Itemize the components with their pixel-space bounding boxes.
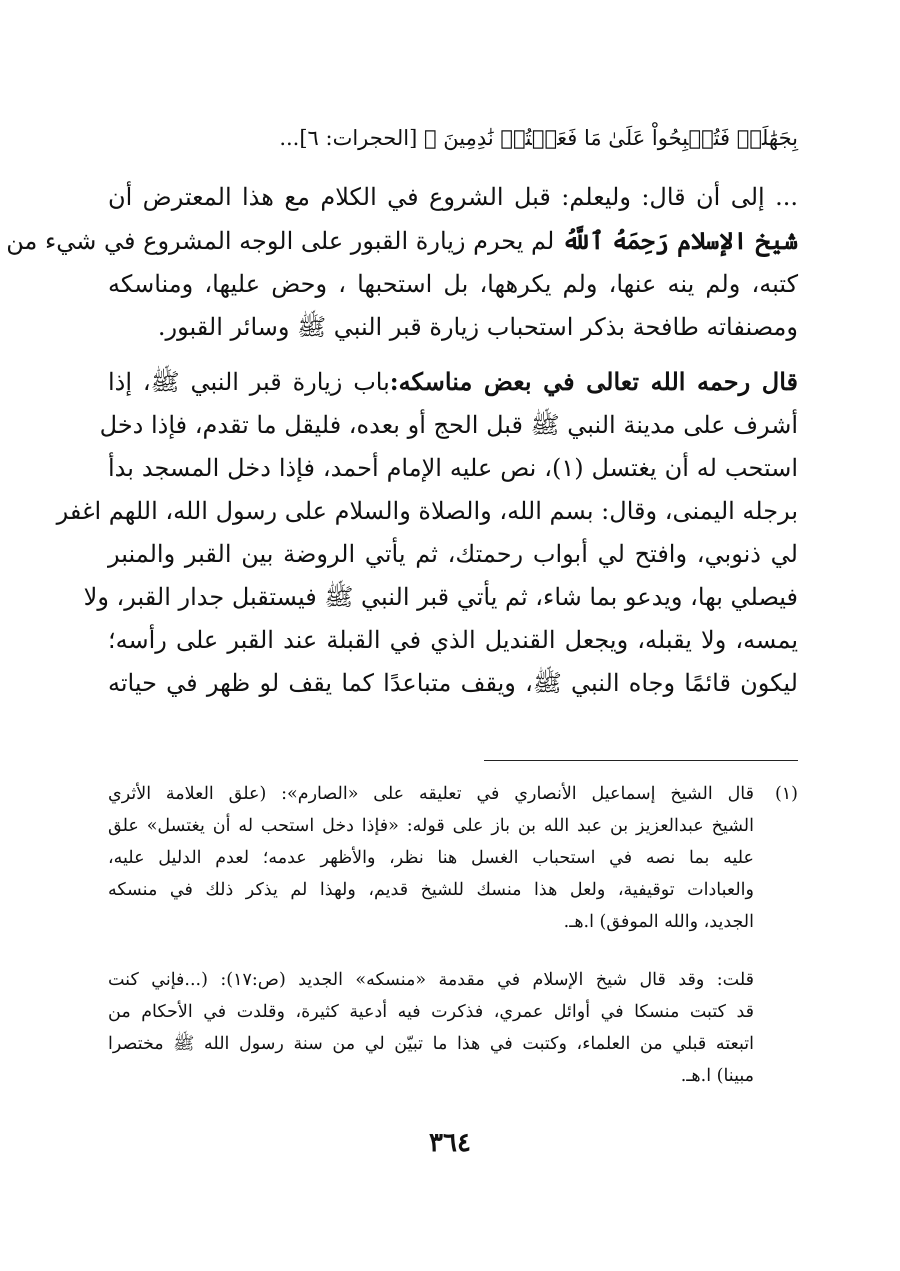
footnote-line: اتبعته قبلي من العلماء، وكتبت في هذا ما تبيّن لي من سنة رسول الله ﷺ مختصرا bbox=[108, 1034, 754, 1054]
verse-line: بِجَهَٰلَةٖ فَتُصۡبِحُواْ عَلَىٰ مَا فَعَلۡتُمۡ نَٰدِمِينَ ﴾ [الحجرات: ٦]... bbox=[279, 126, 798, 150]
footnote-line: الشيخ عبدالعزيز بن عبد الله بن باز على قوله: «فإذا دخل استحب له أن يغتسل» علق bbox=[108, 816, 754, 836]
footnote-divider bbox=[484, 760, 798, 761]
paragraph-line: ليكون قائمًا وجاه النبي ﷺ، ويقف متباعدًا كما يقف لو ظهر في حياته bbox=[108, 669, 798, 697]
shaykh-label: شيخ الإسلام رَحِمَهُ ٱللَّهُ bbox=[561, 226, 798, 255]
footnote-line: الجديد، والله الموفق) ا.هـ. bbox=[563, 912, 754, 932]
footnote-1 bbox=[108, 778, 798, 938]
footnote-line: عليه بما نصه في استحباب الغسل هنا نظر، والأظهر عدمه؛ لعدم الدليل عليه، bbox=[108, 848, 754, 868]
footnote-line: قد كتبت منسكا في أوائل عمري، فذكرت فيه أدعية كثيرة، وقلدت في الأحكام من bbox=[108, 1002, 754, 1022]
footnote-line: قلت: وقد قال شيخ الإسلام في مقدمة «منسكه» الجديد (ص:١٧): (...فإني كنت bbox=[108, 970, 754, 990]
paragraph-line: كتبه، ولم ينه عنها، ولم يكرهها، بل استحبها ، وحض عليها، ومناسكه bbox=[108, 270, 798, 298]
paragraph-line: ومصنفاته طافحة بذكر استحباب زيارة قبر النبي ﷺ وسائر القبور. bbox=[157, 313, 798, 341]
paragraph-lead: قال رحمه الله تعالى في بعض مناسكه: bbox=[389, 367, 798, 396]
paragraph-line-text: باب زيارة قبر النبي ﷺ، إذا bbox=[108, 368, 390, 396]
paragraph-line: أشرف على مدينة النبي ﷺ قبل الحج أو بعده، فليقل ما تقدم، فإذا دخل bbox=[99, 411, 798, 439]
paragraph-line bbox=[108, 360, 798, 404]
footnote-2 bbox=[108, 964, 798, 1092]
footnote-line: مبينا) ا.هـ. bbox=[680, 1066, 754, 1086]
paragraph-line-text: لم يحرم زيارة القبور على الوجه المشروع في شيء من bbox=[6, 227, 555, 255]
page-number: ٣٦٤ bbox=[429, 1128, 471, 1158]
footnote-number: (١) bbox=[774, 784, 798, 804]
paragraph-line: استحب له أن يغتسل (١)، نص عليه الإمام أحمد، فإذا دخل المسجد بدأ bbox=[108, 454, 798, 482]
paragraph-line: برجله اليمنى، وقال: بسم الله، والصلاة والسلام على رسول الله، اللهم اغفر bbox=[56, 497, 798, 525]
paragraph-1 bbox=[6, 176, 798, 349]
footnote-line: قال الشيخ إسماعيل الأنصاري في تعليقه على «الصارم»: (علق العلامة الأثري bbox=[108, 784, 754, 804]
paragraph-line bbox=[6, 219, 798, 263]
footnote-body bbox=[108, 778, 798, 938]
footnote-body bbox=[108, 964, 798, 1092]
paragraph-line: لي ذنوبي، وافتح لي أبواب رحمتك، ثم يأتي الروضة بين القبر والمنبر bbox=[108, 540, 798, 568]
paragraph-line: يمسه، ولا يقبله، ويجعل القنديل الذي في القبلة عند القبر على رأسه؛ bbox=[108, 626, 798, 654]
paragraph-line: ... إلى أن قال: وليعلم: قبل الشروع في الكلام مع هذا المعترض أن bbox=[108, 183, 798, 211]
paragraph-line: فيصلي بها، ويدعو بما شاء، ثم يأتي قبر النبي ﷺ فيستقبل جدار القبر، ولا bbox=[83, 583, 798, 611]
paragraph-2 bbox=[56, 360, 798, 705]
footnote-line: والعبادات توقيفية، ولعل هذا منسك للشيخ قديم، ولهذا لم يذكر ذلك في منسكه bbox=[108, 880, 754, 900]
quran-verse bbox=[108, 118, 798, 158]
